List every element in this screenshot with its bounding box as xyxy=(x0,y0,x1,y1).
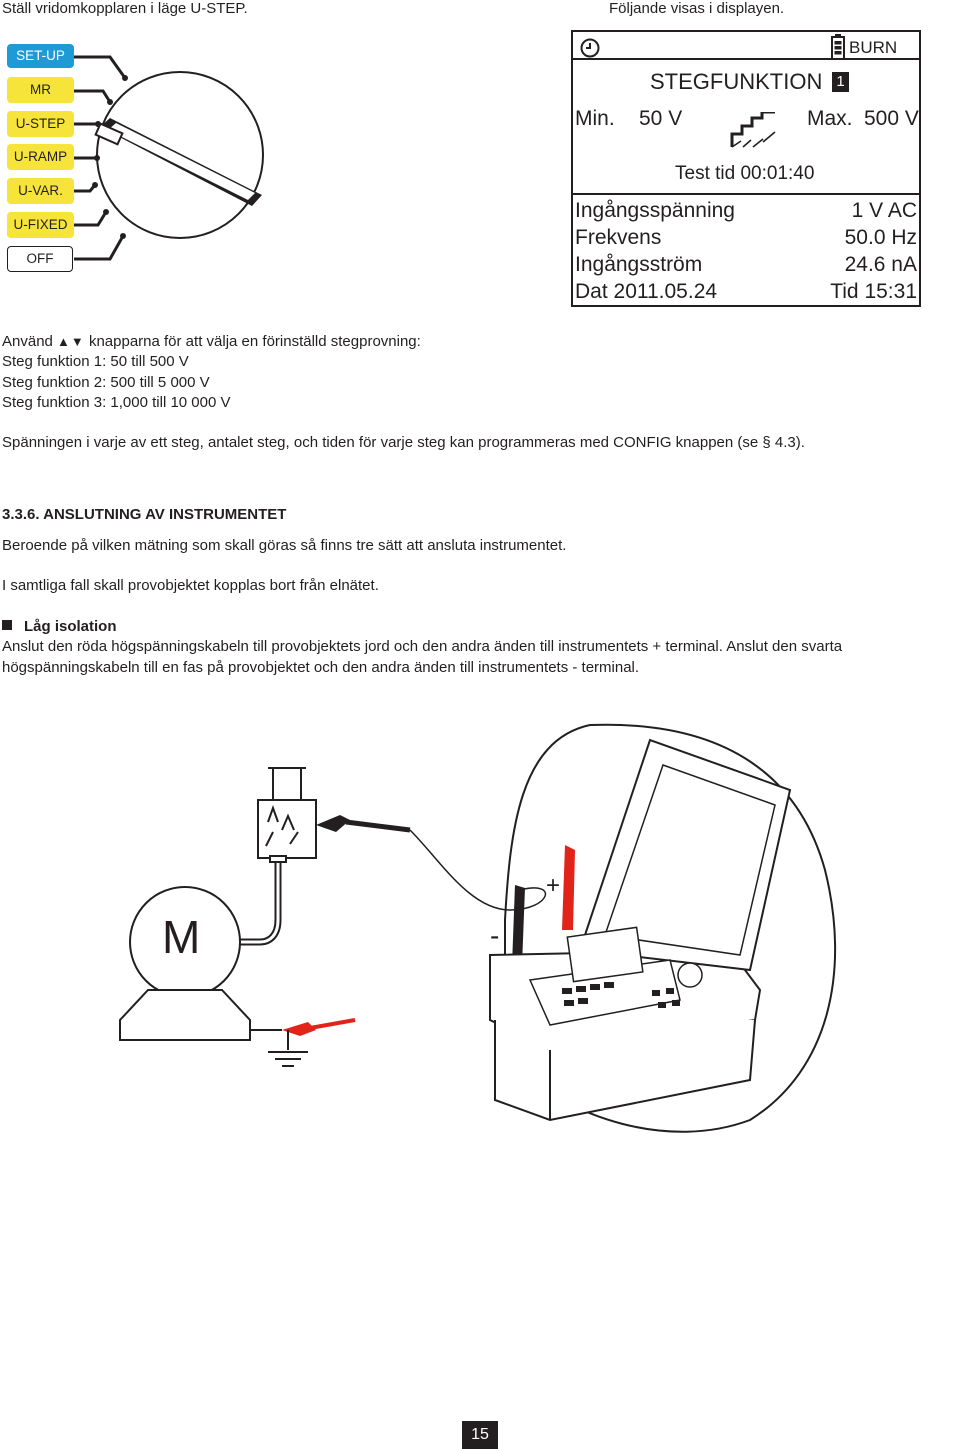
step-number-badge: 1 xyxy=(832,72,849,92)
lcd-display xyxy=(571,30,921,307)
connection-diagram xyxy=(110,720,850,1140)
test-time: Test tid 00:01:40 xyxy=(675,163,815,184)
lcd-row-value: 24.6 nA xyxy=(844,253,917,276)
switch-box xyxy=(258,800,316,858)
right-caption: Följande visas i displayen. xyxy=(609,0,785,17)
plus-terminal-label: + xyxy=(546,872,561,899)
lcd-title: STEGFUNKTION xyxy=(650,69,823,94)
switch-position-u-var: U-VAR. xyxy=(7,178,74,204)
burn-status: BURN xyxy=(849,38,898,57)
lcd-row-label: Ingångsström xyxy=(575,253,703,276)
max-label: Max. xyxy=(807,107,853,130)
page-number: 15 xyxy=(462,1421,498,1449)
connection-diagram-graphic xyxy=(110,720,850,1140)
lcd-row-value: 1 V AC xyxy=(851,199,917,222)
step-function-item: Steg funktion 3: 1,000 till 10 000 V xyxy=(2,394,231,411)
min-value: 50 V xyxy=(639,107,683,130)
lcd-divider-mid xyxy=(573,193,919,195)
square-bullet-icon xyxy=(2,620,12,630)
paragraph-connection-modes: Beroende på vilken mätning som skall göras så finns tre sätt att ansluta instrumentet. xyxy=(2,537,567,554)
section-heading: 3.3.6. ANSLUTNING AV INSTRUMENTET xyxy=(2,506,287,523)
lcd-time: Tid 15:31 xyxy=(830,280,917,303)
step-function-item: Steg funktion 2: 500 till 5 000 V xyxy=(2,374,210,391)
config-note: Spänningen i varje av ett steg, antalet steg, och tiden för varje steg kan programmeras med CONFIG knappen (se § 4.3). xyxy=(2,434,805,451)
step-function-item: Steg funktion 1: 50 till 500 V xyxy=(2,353,189,370)
use-prefix: Använd xyxy=(2,333,53,350)
motor-label: M xyxy=(162,911,201,963)
subheading-low-insulation xyxy=(2,617,117,637)
use-buttons-line xyxy=(2,332,421,352)
staircase-icon xyxy=(729,112,777,148)
left-caption: Ställ vridomkopplaren i läge U-STEP. xyxy=(2,0,248,17)
lcd-row-value: 50.0 Hz xyxy=(844,226,917,249)
instrument-screen xyxy=(567,927,643,981)
switch-position-mr: MR xyxy=(7,77,74,103)
lcd-row-label: Frekvens xyxy=(575,226,662,249)
paragraph-disconnect: I samtliga fall skall provobjektet kopplas bort från elnätet. xyxy=(2,577,379,594)
paragraph-instructions-line2: högspänningskabeln till en fas på provobjektet och den andra änden till instrumentets - terminal. xyxy=(2,659,640,676)
switch-position-u-ramp: U-RAMP xyxy=(7,144,74,170)
lcd-row-label: Ingångsspänning xyxy=(575,199,735,222)
motor-base xyxy=(120,990,250,1040)
use-suffix: knapparna för att välja en förinställd stegprovning: xyxy=(88,333,421,350)
subheading-text: Låg isolation xyxy=(24,618,117,635)
lcd-divider-top xyxy=(573,58,919,60)
min-label: Min. xyxy=(575,107,615,130)
battery-icon xyxy=(831,34,845,60)
paragraph-instructions-line1: Anslut den röda högspänningskabeln till provobjektets jord och den andra änden till instrumentets + terminal. Anslut den svarta xyxy=(2,638,843,655)
minus-terminal-label: - xyxy=(490,920,500,951)
lcd-date: Dat 2011.05.24 xyxy=(575,280,718,303)
max-value: 500 V xyxy=(864,107,919,130)
clock-icon xyxy=(579,37,601,59)
switch-position-u-step: U-STEP xyxy=(7,111,74,137)
switch-position-off: OFF xyxy=(7,246,73,272)
up-down-triangle-icons: ▲▼ xyxy=(57,334,85,349)
switch-position-setup: SET-UP xyxy=(7,44,74,68)
switch-position-u-fixed: U-FIXED xyxy=(7,212,74,238)
rotary-switch-illustration xyxy=(0,30,290,310)
